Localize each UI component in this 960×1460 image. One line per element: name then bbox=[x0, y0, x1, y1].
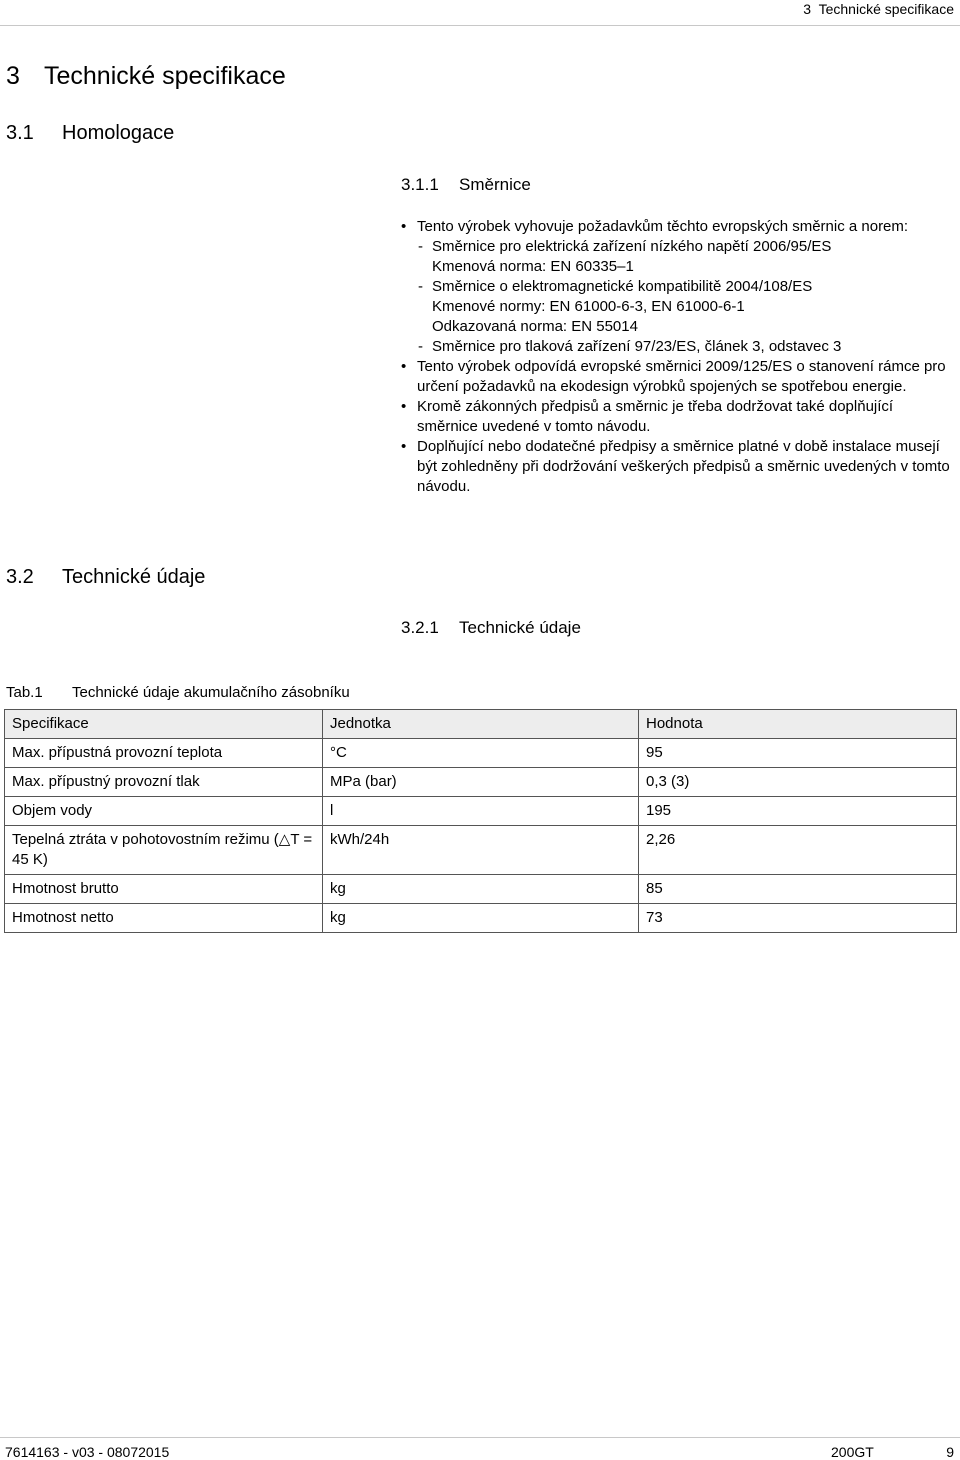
table-row bbox=[5, 739, 957, 768]
sub-list-continuation bbox=[401, 257, 951, 277]
cell-unit: kg bbox=[323, 875, 639, 904]
table-row bbox=[5, 904, 957, 933]
cell-value: 73 bbox=[639, 904, 957, 933]
sub-item-text: Směrnice pro tlaková zařízení 97/23/ES, článek 3, odstavec 3 bbox=[432, 338, 842, 355]
subsection-number: 3.2.1 bbox=[401, 618, 439, 637]
sub-list-item bbox=[401, 337, 951, 357]
directives-intro: Tento výrobek vyhovuje požadavkům těchto evropských směrnic a norem: bbox=[417, 218, 909, 235]
column-header-value: Hodnota bbox=[639, 710, 957, 739]
cell-value: 95 bbox=[639, 739, 957, 768]
table-row bbox=[5, 768, 957, 797]
cell-specification: Hmotnost brutto bbox=[5, 875, 323, 904]
sub-list-continuation bbox=[401, 317, 951, 337]
cell-specification: Hmotnost netto bbox=[5, 904, 323, 933]
cell-specification: Objem vody bbox=[5, 797, 323, 826]
sub-list-item bbox=[401, 277, 951, 297]
list-item bbox=[401, 437, 951, 497]
section-number: 3.2 bbox=[6, 566, 34, 588]
bullet-icon: • bbox=[401, 358, 407, 375]
cell-specification: Max. přípustný provozní tlak bbox=[5, 768, 323, 797]
table-row bbox=[5, 826, 957, 875]
list-item bbox=[401, 397, 951, 437]
dash-icon: - bbox=[418, 278, 423, 295]
chapter-heading bbox=[6, 62, 286, 91]
footer-divider bbox=[0, 1437, 960, 1438]
footer-document-code: 7614163 - v03 - 08072015 bbox=[5, 1444, 170, 1460]
ecodesign-text: Tento výrobek odpovídá evropské směrnici 2009/125/ES o stanovení rámce pro určení požadavků na ekodesign výrobků spojených se spotřebou energie. bbox=[417, 358, 946, 395]
header-divider bbox=[0, 25, 960, 26]
cell-unit: kg bbox=[323, 904, 639, 933]
technical-data-table bbox=[4, 709, 957, 933]
section-title: Technické údaje bbox=[62, 566, 206, 588]
cell-value: 0,3 (3) bbox=[639, 768, 957, 797]
supplementary-regulations-text: Doplňující nebo dodatečné předpisy a směrnice platné v době instalace musejí být zohledněny při dodržování veškerých předpisů a směrnic uvedených v tomto návodu. bbox=[417, 438, 950, 495]
cell-specification: Tepelná ztráta v pohotovostním režimu (△T = 45 K) bbox=[5, 826, 323, 875]
dash-icon: - bbox=[418, 238, 423, 255]
cell-value: 2,26 bbox=[639, 826, 957, 875]
section-heading-technical-data bbox=[6, 566, 205, 589]
list-item bbox=[401, 357, 951, 397]
sub-item-text: Směrnice pro elektrická zařízení nízkého napětí 2006/95/ES bbox=[432, 238, 832, 255]
directives-list bbox=[401, 217, 951, 497]
cell-unit: l bbox=[323, 797, 639, 826]
sub-item-text: Směrnice o elektromagnetické kompatibilitě 2004/108/ES bbox=[432, 278, 813, 295]
column-header-specification: Specifikace bbox=[5, 710, 323, 739]
cell-value: 85 bbox=[639, 875, 957, 904]
table-header-row bbox=[5, 710, 957, 739]
dash-icon: - bbox=[418, 338, 423, 355]
table-caption bbox=[6, 684, 350, 701]
subsection-number: 3.1.1 bbox=[401, 175, 439, 194]
chapter-number: 3 bbox=[6, 62, 20, 90]
cell-unit: kWh/24h bbox=[323, 826, 639, 875]
subsection-heading-technical-data bbox=[401, 618, 581, 638]
footer-model: 200GT bbox=[831, 1444, 874, 1460]
section-heading-homologation bbox=[6, 122, 174, 145]
table-row bbox=[5, 875, 957, 904]
list-item bbox=[401, 217, 951, 237]
subsection-title: Směrnice bbox=[459, 175, 531, 194]
sub-item-text: Odkazovaná norma: EN 55014 bbox=[432, 318, 638, 335]
bullet-icon: • bbox=[401, 398, 407, 415]
column-header-unit: Jednotka bbox=[323, 710, 639, 739]
sub-item-text: Kmenová norma: EN 60335‒1 bbox=[432, 258, 634, 275]
subsection-title: Technické údaje bbox=[459, 618, 581, 637]
section-title: Homologace bbox=[62, 122, 175, 144]
cell-value: 195 bbox=[639, 797, 957, 826]
section-number: 3.1 bbox=[6, 122, 34, 144]
bullet-icon: • bbox=[401, 438, 407, 455]
cell-unit: °C bbox=[323, 739, 639, 768]
additional-directives-text: Kromě zákonných předpisů a směrnic je třeba dodržovat také doplňující směrnice uvedené v tomto návodu. bbox=[417, 398, 894, 435]
subsection-heading-directives bbox=[401, 175, 531, 195]
page-number: 9 bbox=[946, 1444, 954, 1460]
bullet-icon: • bbox=[401, 218, 407, 235]
table-number: Tab.1 bbox=[6, 684, 43, 701]
sub-item-text: Kmenové normy: EN 61000-6-3, EN 61000-6-1 bbox=[432, 298, 745, 315]
chapter-title: Technické specifikace bbox=[44, 62, 286, 90]
sub-list-item bbox=[401, 237, 951, 257]
table-caption-text: Technické údaje akumulačního zásobníku bbox=[72, 684, 350, 701]
running-header: 3 Technické specifikace bbox=[803, 1, 954, 17]
table-row bbox=[5, 797, 957, 826]
cell-unit: MPa (bar) bbox=[323, 768, 639, 797]
cell-specification: Max. přípustná provozní teplota bbox=[5, 739, 323, 768]
sub-list-continuation bbox=[401, 297, 951, 317]
